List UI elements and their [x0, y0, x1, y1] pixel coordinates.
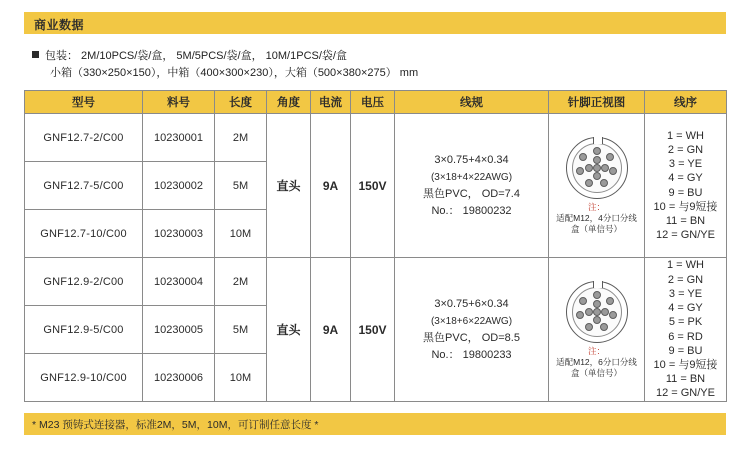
length-text: 2M: [232, 131, 249, 144]
connector-pin: [593, 308, 601, 316]
cell-pin-front-view: [549, 258, 645, 402]
connector-pin: [593, 156, 601, 164]
cell-voltage: [351, 258, 395, 402]
cell-model: [25, 258, 143, 306]
wire-order-item: 11 = BN: [665, 373, 706, 386]
wire-order-item: 10 = 与9短接: [653, 200, 718, 213]
connector-pin: [593, 172, 601, 180]
connector-keyway: [593, 281, 603, 288]
model-text: GNF12.9-2/C00: [43, 275, 124, 288]
column-header-wire-order: 线序: [645, 91, 727, 114]
connector-keyway: [593, 137, 603, 144]
wire-spec-line-1: 3×0.75+4×0.34: [434, 153, 509, 166]
connector-pin: [593, 300, 601, 308]
length-text: 5M: [232, 179, 249, 192]
angle-text: 直头: [276, 323, 301, 337]
cell-length: [215, 354, 267, 402]
length-text: 10M: [229, 371, 252, 384]
wire-order-item: 9 = BU: [668, 344, 703, 357]
connector-pin: [601, 164, 609, 172]
table-row: [25, 258, 727, 306]
model-text: GNF12.9-10/C00: [40, 371, 127, 384]
cell-model: [25, 210, 143, 258]
connector-pin: [593, 316, 601, 324]
cell-length: [215, 162, 267, 210]
connector-pin: [606, 153, 614, 161]
wire-order-item: 4 = GY: [668, 172, 703, 185]
cell-part-number: 10230004: [143, 258, 215, 306]
wire-order-item: 4 = GY: [668, 302, 703, 315]
column-header-angle: 角度: [267, 91, 311, 114]
wire-order-item: 1 = WH: [667, 259, 704, 272]
wire-spec-line-3: 黑色PVC， OD=8.5: [423, 331, 520, 344]
spec-table: [24, 90, 727, 402]
packaging-line-2: 小箱（330×250×150），中箱（400×300×230），大箱（500×380×275） mm: [50, 67, 419, 79]
connector-pin: [600, 179, 608, 187]
cell-current: [311, 114, 351, 258]
column-header-wire-spec: 线规: [395, 91, 549, 114]
cell-wire-order: [645, 114, 727, 258]
model-text: GNF12.7-5/C00: [43, 179, 124, 192]
wire-spec-line-2: (3×18+4×22AWG): [430, 171, 513, 183]
cell-wire-spec: [395, 258, 549, 402]
page-title: 商业数据: [34, 18, 85, 32]
length-text: 10M: [229, 227, 252, 240]
cell-wire-order: [645, 258, 727, 402]
connector-diagram-2: [553, 281, 641, 379]
cell-wire-spec: [395, 114, 549, 258]
cell-angle: [267, 258, 311, 402]
pin-note-label: 注：: [587, 201, 605, 212]
current-text: 9A: [322, 322, 339, 337]
wire-spec-line-1: 3×0.75+6×0.34: [434, 297, 509, 310]
cell-model: [25, 354, 143, 402]
column-header-voltage: 电压: [351, 91, 395, 114]
cell-voltage: [351, 114, 395, 258]
cell-length: [215, 210, 267, 258]
table-header-row: [25, 91, 727, 114]
cell-part-number: 10230006: [143, 354, 215, 402]
length-text: 5M: [232, 323, 249, 336]
pin-note-text: 适配M12，4分口分线盒（单信号）: [556, 212, 637, 234]
packaging-line-1: 包装： 2M/10PCS/袋/盒， 5M/5PCS/袋/盒， 10M/1PCS/袋/盒: [45, 50, 347, 62]
connector-pin: [593, 291, 601, 299]
wire-order-item: 9 = BU: [668, 186, 703, 199]
wire-spec-line-3: 黑色PVC， OD=7.4: [423, 187, 520, 200]
packaging-note: [32, 48, 732, 82]
connector-pin: [600, 323, 608, 331]
wire-order-item: 2 = GN: [667, 143, 704, 156]
cell-pin-front-view: [549, 114, 645, 258]
connector-pin: [606, 297, 614, 305]
column-header-model: 型号: [25, 91, 143, 114]
cell-part-number: 10230001: [143, 114, 215, 162]
wire-order-item: 2 = GN: [667, 273, 704, 286]
square-bullet-icon: [32, 51, 39, 58]
connector-pin: [601, 308, 609, 316]
cell-part-number: 10230002: [143, 162, 215, 210]
wire-spec-line-4: No.： 19800232: [431, 204, 512, 217]
model-text: GNF12.9-5/C00: [43, 323, 124, 336]
cell-angle: [267, 114, 311, 258]
pin-note-1: [553, 202, 641, 235]
wire-order-item: 5 = PK: [668, 316, 703, 329]
model-text: GNF12.7-10/C00: [40, 227, 127, 240]
pin-note-2: [553, 346, 641, 379]
wire-spec-line-4: No.： 19800233: [431, 348, 512, 361]
cell-model: [25, 162, 143, 210]
pin-note-label: 注：: [587, 345, 605, 356]
connector-pin: [585, 179, 593, 187]
wire-order-item: 11 = BN: [665, 214, 706, 227]
angle-text: 直头: [276, 179, 301, 193]
current-text: 9A: [322, 178, 339, 193]
column-header-current: 电流: [311, 91, 351, 114]
length-text: 2M: [232, 275, 249, 288]
pin-note-text: 适配M12，6分口分线盒（单信号）: [556, 356, 637, 378]
cell-length: [215, 306, 267, 354]
cell-part-number: 10230005: [143, 306, 215, 354]
wire-spec-line-2: (3×18+6×22AWG): [430, 315, 513, 327]
model-text: GNF12.7-2/C00: [43, 131, 124, 144]
cell-length: [215, 114, 267, 162]
cell-current: [311, 258, 351, 402]
wire-order-item: 10 = 与9短接: [653, 358, 718, 371]
wire-order-item: 1 = WH: [667, 129, 704, 142]
footer-note-text: * M23 预铸式连接器，标准2M，5M，10M，可订制任意长度 *: [32, 419, 319, 431]
connector-pin: [593, 147, 601, 155]
cell-part-number: 10230003: [143, 210, 215, 258]
connector-diagram-1: [553, 137, 641, 235]
section-header-bar: [24, 12, 726, 34]
connector-outline-icon: [566, 281, 628, 343]
voltage-text: 150V: [358, 178, 387, 193]
connector-pin: [593, 164, 601, 172]
connector-pin: [585, 164, 593, 172]
wire-order-item: 3 = YE: [668, 158, 703, 171]
voltage-text: 150V: [358, 322, 387, 337]
connector-pin: [585, 323, 593, 331]
wire-order-item: 6 = RD: [668, 330, 703, 343]
cell-length: [215, 258, 267, 306]
cell-model: [25, 114, 143, 162]
wire-order-item: 3 = YE: [668, 287, 703, 300]
wire-order-item: 12 = GN/YE: [655, 229, 715, 242]
connector-outline-icon: [566, 137, 628, 199]
table-row: [25, 114, 727, 162]
wire-order-item: 12 = GN/YE: [655, 387, 715, 400]
column-header-length: 长度: [215, 91, 267, 114]
column-header-pin-front-view: 针脚正视图: [549, 91, 645, 114]
cell-model: [25, 306, 143, 354]
footer-note-bar: [24, 413, 726, 435]
connector-pin: [585, 308, 593, 316]
column-header-part-number: 料号: [143, 91, 215, 114]
